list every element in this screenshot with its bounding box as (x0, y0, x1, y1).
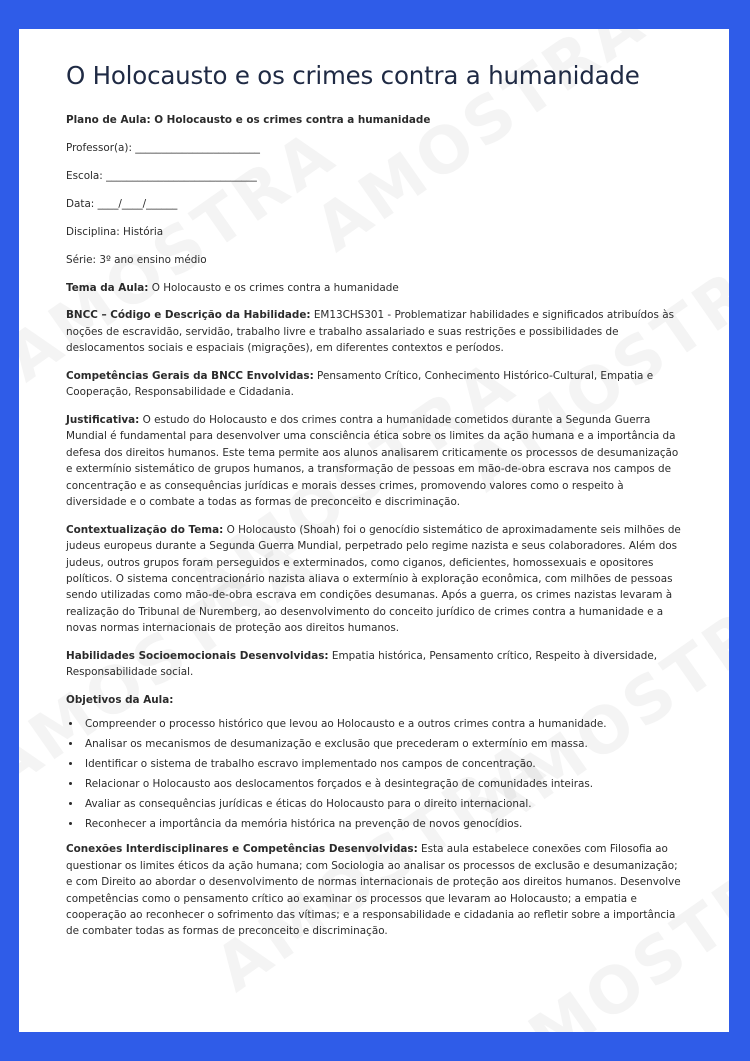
plan-title: Plano de Aula: O Holocausto e os crimes contra a humanidade (66, 114, 431, 126)
section-text: O estudo do Holocausto e dos crimes contra a humanidade cometidos durante a Segunda Guerra Mundial é fundamental para desenvolver uma consciência ética sobre os limites da ação humana e a importância da defesa dos direitos humanos. Este tema permite aos alunos analisarem criticamente os processos de desumanização e extermínio sistemático de grupos humanos, a transformação de pessoas em mão-de-obra escrava nos campos de concentração e as consequências jurídicas e morais desses crimes, promovendo valores como o respeito à diversidade e o combate a todas as formas de preconceito e discriminação. (66, 414, 679, 509)
list-item: • Relacionar o Holocausto aos deslocamentos forçados e à desintegração de comunidades inteiras. (82, 776, 681, 792)
grade-field: Série: 3º ano ensino médio (66, 253, 207, 266)
section-label: Tema da Aula: (66, 281, 149, 294)
section-text: O Holocausto (Shoah) foi o genocídio sistemático de aproximadamente seis milhões de judeus europeus durante a Segunda Guerra Mundial, perpetrado pelo regime nazista e seus colaboradores. Além dos judeus, outros grupos foram perseguidos e exterminados, como ciganos, deficientes, homossexuais e opositores políticos. O sistema concentracionário nazista aliava o extermínio à exploração econômica, com milhões de pessoas sendo utilizadas como mão-de-obra escrava em condições desumanas. Após a guerra, os crimes nazistas levaram à realização do Tribunal de Nuremberg, ao desenvolvimento do conceito jurídico de crimes contra a humanidade e a novas normas internacionais de proteção aos direitos humanos. (66, 523, 681, 635)
context-section (66, 522, 681, 637)
page-title: O Holocausto e os crimes contra a humanidade (66, 61, 640, 90)
section-label: Conexões Interdisciplinares e Competências Desenvolvidas: (66, 843, 418, 856)
list-item: • Reconhecer a importância da memória histórica na prevenção de novos genocídios. (82, 816, 681, 832)
section-text: EM13CHS301 - Problematizar habilidades e significados atribuídos às noções de escravidão, servidão, trabalho livre e trabalho assalariado e suas restrições e possibilidades de deslocamentos sociais e espaciais (migrações), em diferentes contextos e períodos. (66, 309, 675, 355)
justification-section (66, 412, 681, 510)
section-text: Esta aula estabelece conexões com Filosofia ao questionar os limites éticos da ação humana; com Sociologia ao analisar os processos de exclusão e desumanização; e com Direito ao abordar o desenvolvimento de normas internacionais de proteção aos direitos humanos. Desenvolve competências como o pensamento crítico ao examinar os processos que levaram ao Holocausto; a empatia e cooperação ao reconhecer o sofrimento das vítimas; e a responsabilidade e cidadania ao refletir sobre a importância de combater todas as formas de preconceito e discriminação. (66, 843, 681, 938)
section-text: Pensamento Crítico, Conhecimento Histórico-Cultural, Empatia e Cooperação, Responsabilidade e Cidadania. (66, 369, 654, 399)
date-field: Data: ____/____/______ (66, 197, 178, 210)
section-label: BNCC – Código e Descrição da Habilidade: (66, 309, 311, 322)
section-label: Competências Gerais da BNCC Envolvidas: (66, 369, 314, 382)
document-page (19, 29, 729, 1032)
theme-section (66, 280, 681, 296)
section-label: Justificativa: (66, 414, 140, 427)
section-label: Contextualização do Tema: (66, 523, 224, 536)
document-content (19, 29, 729, 940)
teacher-field: Professor(a): ________________________ (66, 141, 260, 154)
list-item: • Compreender o processo histórico que levou ao Holocausto e a outros crimes contra a humanidade. (82, 716, 681, 732)
discipline-field: Disciplina: História (66, 225, 164, 238)
school-field: Escola: _____________________________ (66, 169, 257, 182)
objectives-list (66, 716, 681, 832)
bncc-section (66, 307, 681, 356)
section-label: Habilidades Socioemocionais Desenvolvidas: (66, 649, 329, 662)
section-text: O Holocausto e os crimes contra a humanidade (148, 281, 399, 294)
list-item: • Avaliar as consequências jurídicas e éticas do Holocausto para o direito internacional. (82, 796, 681, 812)
competencies-section (66, 368, 681, 401)
connections-section (66, 841, 681, 939)
list-item: • Analisar os mecanismos de desumanização e exclusão que precederam o extermínio em massa. (82, 736, 681, 752)
section-text: Empatia histórica, Pensamento crítico, Respeito à diversidade, Responsabilidade social. (66, 649, 658, 679)
list-item: • Identificar o sistema de trabalho escravo implementado nos campos de concentração. (82, 756, 681, 772)
objectives-title: Objetivos da Aula: (66, 694, 174, 707)
socioemotional-section (66, 648, 681, 681)
